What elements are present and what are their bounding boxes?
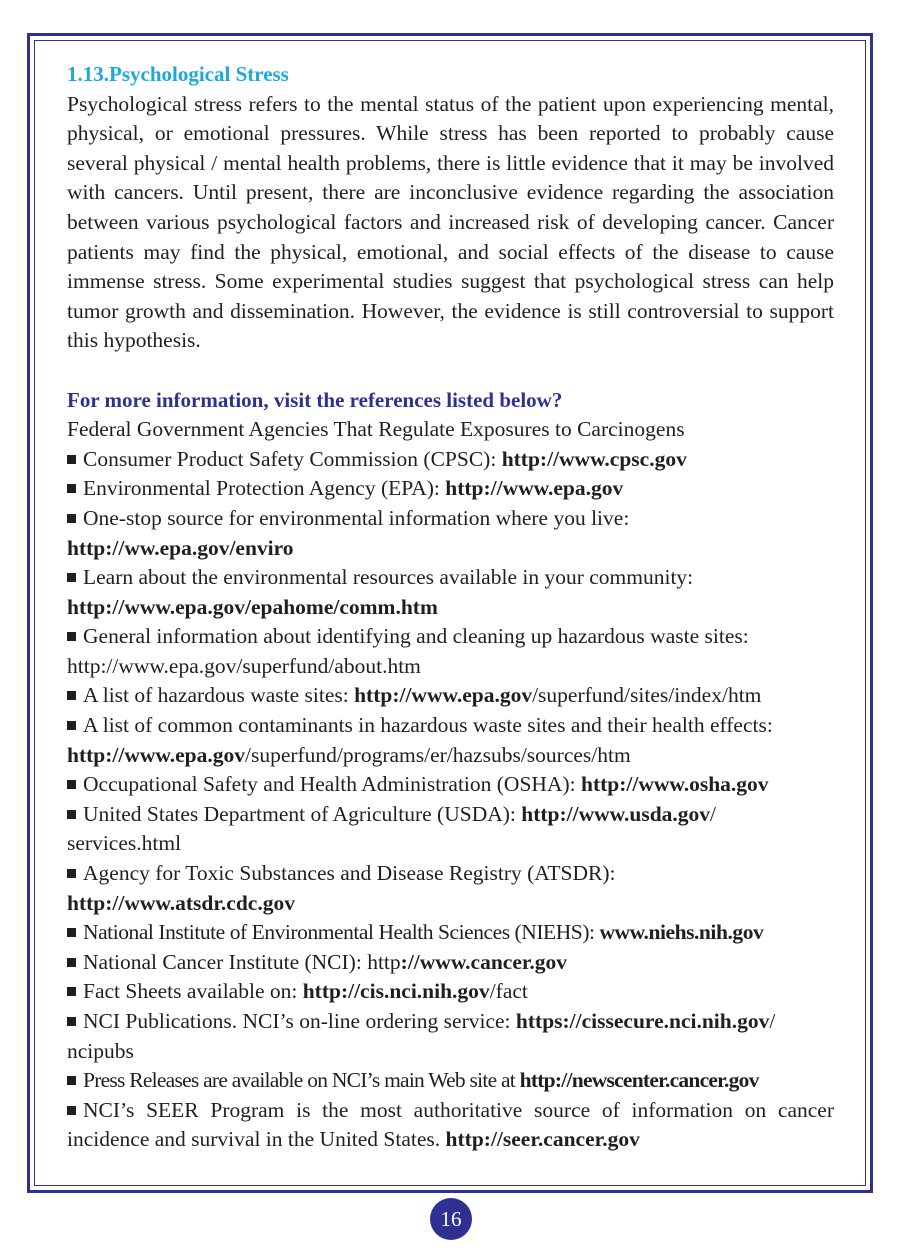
reference-link[interactable]: http://www.epa.gov xyxy=(445,476,624,501)
bullet-square-icon xyxy=(67,810,76,819)
reference-link[interactable]: http://www.cpsc.gov xyxy=(501,446,687,471)
list-item: United States Department of Agriculture (USDA): http://www.usda.gov/ xyxy=(67,800,834,830)
reference-link[interactable]: http://www.atsdr.cdc.gov xyxy=(67,890,295,915)
page-number-badge: 16 xyxy=(430,1198,472,1240)
list-item: A list of common contaminants in hazardous waste sites and their health effects: xyxy=(67,711,834,741)
reference-link[interactable]: ://www.cancer.gov xyxy=(400,949,568,974)
reference-link[interactable]: http://ww.epa.gov/enviro xyxy=(67,535,294,560)
bullet-square-icon xyxy=(67,869,76,878)
spacer xyxy=(67,356,834,386)
bullet-square-icon xyxy=(67,691,76,700)
bullet-square-icon xyxy=(67,573,76,582)
bullet-square-icon xyxy=(67,1076,76,1085)
list-item: Environmental Protection Agency (EPA): http://www.epa.gov xyxy=(67,474,834,504)
list-item: National Cancer Institute (NCI): http://www.cancer.gov xyxy=(67,948,834,978)
references-heading: For more information, visit the references listed below? xyxy=(67,387,563,412)
bullet-square-icon xyxy=(67,987,76,996)
list-item: General information about identifying and cleaning up hazardous waste sites: xyxy=(67,622,834,652)
list-item: Fact Sheets available on: http://cis.nci.nih.gov/fact xyxy=(67,977,834,1007)
list-item: Agency for Toxic Substances and Disease Registry (ATSDR): xyxy=(67,859,834,889)
bullet-square-icon xyxy=(67,958,76,967)
reference-link-path[interactable]: services.html xyxy=(67,831,182,856)
list-item: NCI’s SEER Program is the most authoritative source of information on cancer incidence and survival in the United States. http://seer.cancer.gov xyxy=(67,1097,834,1152)
reference-link-path[interactable]: ncipubs xyxy=(67,1038,134,1063)
reference-link[interactable]: http://www.osha.gov xyxy=(580,772,769,797)
list-item: National Institute of Environmental Health Sciences (NIEHS): www.niehs.nih.gov xyxy=(67,918,834,948)
reference-link[interactable]: https://cissecure.nci.nih.gov xyxy=(515,1009,770,1033)
reference-link[interactable]: http://cis.nci.nih.gov xyxy=(302,979,490,1004)
reference-link-path[interactable]: /fact xyxy=(489,979,528,1004)
bullet-square-icon xyxy=(67,455,76,464)
reference-link[interactable]: http://www.usda.gov xyxy=(521,801,711,826)
bullet-square-icon xyxy=(67,780,76,789)
bullet-square-icon xyxy=(67,514,76,523)
reference-link[interactable]: http://newscenter.cancer.gov xyxy=(519,1068,759,1093)
list-item: Press Releases are available on NCI’s main Web site at http://newscenter.cancer.gov xyxy=(67,1066,834,1096)
page-content xyxy=(67,60,834,1155)
reference-link[interactable]: http://www.epa.gov/superfund/about.htm xyxy=(67,653,421,678)
bullet-square-icon xyxy=(67,721,76,730)
section-body: Psychological stress refers to the mental status of the patient upon experiencing mental, physical, or emotional pressures. While stress has been reported to probably cause several physical / mental health problems, there is little evidence that it may be involved with cancers. Until present, there are inconclusive evidence regarding the association between various psychological factors and increased risk of developing cancer. Cancer patients may find the physical, emotional, and social effects of the disease to cause immense stress. Some experimental studies suggest that psychological stress can help tumor growth and dissemination. However, the evidence is still controversial to support this hypothesis. xyxy=(67,91,834,353)
bullet-square-icon xyxy=(67,484,76,493)
bullet-square-icon xyxy=(67,1106,76,1115)
bullet-square-icon xyxy=(67,1017,76,1026)
list-item: Consumer Product Safety Commission (CPSC): http://www.cpsc.gov xyxy=(67,445,834,475)
reference-link-path[interactable]: /superfund/programs/er/hazsubs/sources/htm xyxy=(244,742,631,767)
list-item: A list of hazardous waste sites: http://www.epa.gov/superfund/sites/index/htm xyxy=(67,681,834,711)
list-item-link-line xyxy=(67,741,834,771)
list-item: Occupational Safety and Health Administration (OSHA): http://www.osha.gov xyxy=(67,770,834,800)
bullet-square-icon xyxy=(67,928,76,937)
reference-link[interactable]: http://www.epa.gov xyxy=(67,742,245,767)
reference-link[interactable]: http://www.epa.gov/epahome/comm.htm xyxy=(67,594,438,619)
bullet-square-icon xyxy=(67,632,76,641)
reference-link-path[interactable]: /superfund/sites/index/htm xyxy=(532,683,762,708)
section-title: 1.13.Psychological Stress xyxy=(67,62,289,86)
list-item: Learn about the environmental resources available in your community: xyxy=(67,563,834,593)
reference-link[interactable]: http://seer.cancer.gov xyxy=(445,1127,640,1152)
references-intro: Federal Government Agencies That Regulate Exposures to Carcinogens xyxy=(67,417,685,442)
reference-link[interactable]: http://www.epa.gov xyxy=(354,683,533,708)
reference-link[interactable]: www.niehs.nih.gov xyxy=(599,920,764,945)
list-item: NCI Publications. NCI’s on-line ordering service: https://cissecure.nci.nih.gov/ xyxy=(67,1007,834,1037)
list-item: One-stop source for environmental information where you live: xyxy=(67,504,834,534)
